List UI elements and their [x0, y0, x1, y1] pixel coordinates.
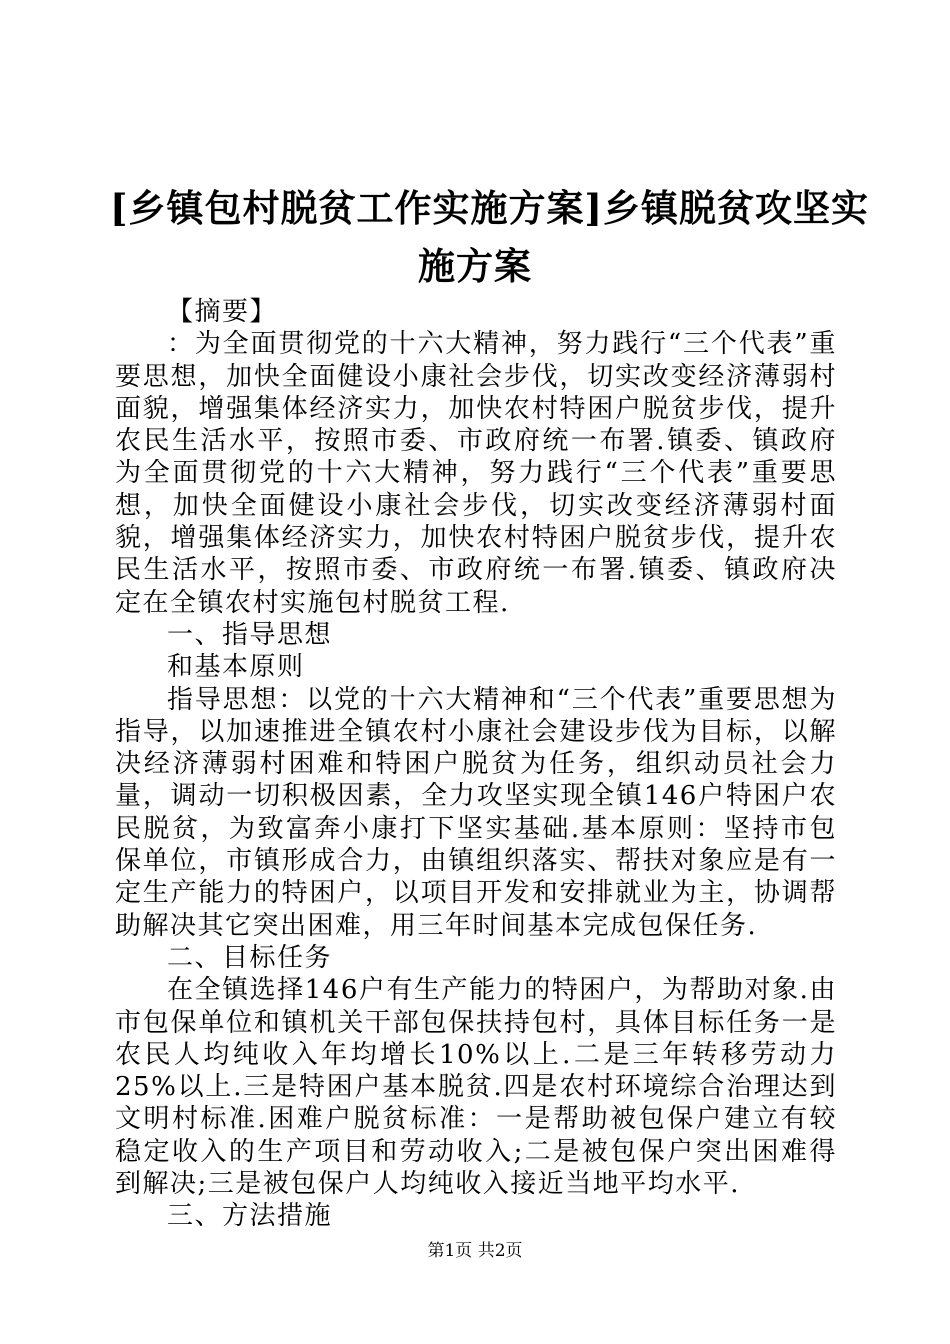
abstract-paragraph: ：为全面贯彻党的十六大精神，努力践行“三个代表”重要思想，加快全面健设小康社会步伐，切实改变经济薄弱村面貌，增强集体经济实力，加快农村特困户脱贫步伐，提升农民生活水平，按照市委、市政府统一布署.镇委、镇政府为全面贯彻党的十六大精神，努力践行“三个代表”重要思想，加快全面健设小康社会步伐，切实改变经济薄弱村面貌，增强集体经济实力，加快农村特困户脱贫步伐，提升农民生活水平，按照市委、市政府统一布署.镇委、镇政府决定在全镇农村实施包村脱贫工程. [115, 329, 837, 618]
document-title-line-1: [乡镇包村脱贫工作实施方案]乡镇脱贫攻坚实 [110, 186, 870, 230]
section-heading-1: 一、指导思想 [167, 619, 333, 650]
document-body [115, 296, 837, 1233]
page-footer: 第1页 共2页 [427, 1241, 523, 1261]
section-heading-1-continued: 和基本原则 [167, 652, 305, 683]
section-heading-3: 三、方法措施 [167, 1201, 333, 1232]
guiding-principles-paragraph: 指导思想：以党的十六大精神和“三个代表”重要思想为指导，以加速推进全镇农村小康社会建设步伐为目标，以解决经济薄弱村困难和特困户脱贫为任务，组织动员社会力量，调动一切积极因素，全力攻坚实现全镇146户特困户农民脱贫，为致富奔小康打下坚实基础.基本原则：坚持市包保单位，市镇形成合力，由镇组织落实、帮扶对象应是有一定生产能力的特困户，以项目开发和安排就业为主，协调帮助解决其它突出困难，用三年时间基本完成包保任务. [115, 684, 837, 941]
section-heading-2: 二、目标任务 [167, 942, 333, 973]
document-title-line-2: 施方案 [418, 244, 532, 288]
abstract-label: 【摘要】 [167, 297, 278, 327]
targets-paragraph: 在全镇选择146户有生产能力的特困户，为帮助对象.由市包保单位和镇机关干部包保扶持包村，具体目标任务一是农民人均纯收入年均增长10%以上.二是三年转移劳动力25%以上.三是特困户基本脱贫.四是农村环境综合治理达到文明村标准.困难户脱贫标准：一是帮助被包保户建立有较稳定收入的生产项目和劳动收入;二是被包保户突出困难得到解决;三是被包保户人均纯收入接近当地平均水平. [115, 975, 837, 1200]
